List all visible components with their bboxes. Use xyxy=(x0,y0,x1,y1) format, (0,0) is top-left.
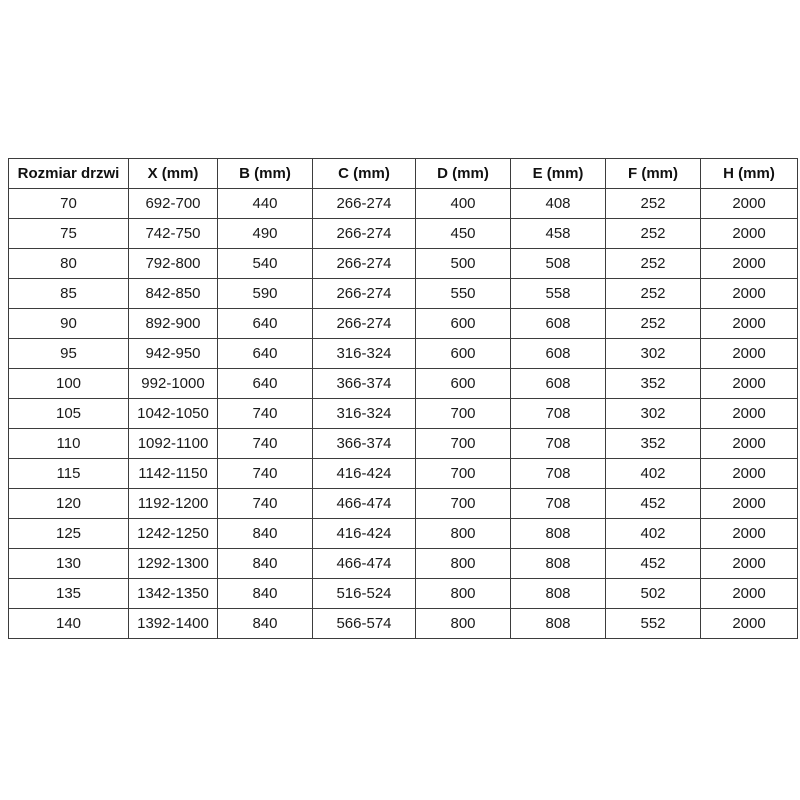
cell: 452 xyxy=(606,549,701,579)
cell: 840 xyxy=(218,519,313,549)
cell: 2000 xyxy=(701,249,798,279)
cell: 366-374 xyxy=(313,429,416,459)
cell: 2000 xyxy=(701,459,798,489)
cell: 1142-1150 xyxy=(129,459,218,489)
cell: 692-700 xyxy=(129,189,218,219)
table-row xyxy=(9,609,798,639)
cell: 100 xyxy=(9,369,129,399)
column-header: Rozmiar drzwi xyxy=(9,159,129,189)
cell: 502 xyxy=(606,579,701,609)
cell: 2000 xyxy=(701,489,798,519)
cell: 708 xyxy=(511,399,606,429)
cell: 400 xyxy=(416,189,511,219)
cell: 352 xyxy=(606,369,701,399)
cell: 500 xyxy=(416,249,511,279)
cell: 608 xyxy=(511,339,606,369)
cell: 252 xyxy=(606,309,701,339)
cell: 2000 xyxy=(701,609,798,639)
cell: 302 xyxy=(606,339,701,369)
cell: 700 xyxy=(416,399,511,429)
table-body xyxy=(9,189,798,639)
cell: 550 xyxy=(416,279,511,309)
cell: 352 xyxy=(606,429,701,459)
cell: 402 xyxy=(606,459,701,489)
cell: 800 xyxy=(416,519,511,549)
cell: 110 xyxy=(9,429,129,459)
cell: 808 xyxy=(511,519,606,549)
cell: 608 xyxy=(511,369,606,399)
cell: 840 xyxy=(218,609,313,639)
cell: 408 xyxy=(511,189,606,219)
cell: 540 xyxy=(218,249,313,279)
cell: 600 xyxy=(416,309,511,339)
cell: 708 xyxy=(511,489,606,519)
table-row xyxy=(9,429,798,459)
cell: 600 xyxy=(416,339,511,369)
cell: 490 xyxy=(218,219,313,249)
cell: 80 xyxy=(9,249,129,279)
cell: 140 xyxy=(9,609,129,639)
cell: 742-750 xyxy=(129,219,218,249)
cell: 2000 xyxy=(701,429,798,459)
cell: 2000 xyxy=(701,219,798,249)
cell: 2000 xyxy=(701,309,798,339)
cell: 1292-1300 xyxy=(129,549,218,579)
column-header: X (mm) xyxy=(129,159,218,189)
cell: 708 xyxy=(511,459,606,489)
door-size-table xyxy=(8,158,798,639)
cell: 840 xyxy=(218,579,313,609)
table-row xyxy=(9,459,798,489)
cell: 808 xyxy=(511,609,606,639)
cell: 740 xyxy=(218,399,313,429)
cell: 115 xyxy=(9,459,129,489)
cell: 416-424 xyxy=(313,459,416,489)
cell: 1042-1050 xyxy=(129,399,218,429)
cell: 366-374 xyxy=(313,369,416,399)
cell: 558 xyxy=(511,279,606,309)
cell: 95 xyxy=(9,339,129,369)
cell: 266-274 xyxy=(313,189,416,219)
cell: 800 xyxy=(416,549,511,579)
cell: 508 xyxy=(511,249,606,279)
cell: 1342-1350 xyxy=(129,579,218,609)
cell: 458 xyxy=(511,219,606,249)
table-row xyxy=(9,339,798,369)
cell: 808 xyxy=(511,579,606,609)
cell: 1092-1100 xyxy=(129,429,218,459)
cell: 302 xyxy=(606,399,701,429)
cell: 125 xyxy=(9,519,129,549)
cell: 590 xyxy=(218,279,313,309)
cell: 708 xyxy=(511,429,606,459)
cell: 840 xyxy=(218,549,313,579)
cell: 452 xyxy=(606,489,701,519)
cell: 2000 xyxy=(701,339,798,369)
cell: 252 xyxy=(606,279,701,309)
cell: 740 xyxy=(218,429,313,459)
cell: 440 xyxy=(218,189,313,219)
cell: 800 xyxy=(416,579,511,609)
cell: 75 xyxy=(9,219,129,249)
cell: 105 xyxy=(9,399,129,429)
cell: 266-274 xyxy=(313,309,416,339)
cell: 800 xyxy=(416,609,511,639)
cell: 2000 xyxy=(701,279,798,309)
table-row xyxy=(9,279,798,309)
cell: 70 xyxy=(9,189,129,219)
cell: 566-574 xyxy=(313,609,416,639)
cell: 792-800 xyxy=(129,249,218,279)
cell: 466-474 xyxy=(313,549,416,579)
cell: 252 xyxy=(606,249,701,279)
table-row xyxy=(9,189,798,219)
cell: 90 xyxy=(9,309,129,339)
cell: 2000 xyxy=(701,369,798,399)
cell: 516-524 xyxy=(313,579,416,609)
cell: 85 xyxy=(9,279,129,309)
cell: 316-324 xyxy=(313,399,416,429)
cell: 942-950 xyxy=(129,339,218,369)
cell: 600 xyxy=(416,369,511,399)
cell: 266-274 xyxy=(313,279,416,309)
column-header: E (mm) xyxy=(511,159,606,189)
column-header: H (mm) xyxy=(701,159,798,189)
cell: 2000 xyxy=(701,549,798,579)
table-row xyxy=(9,519,798,549)
cell: 266-274 xyxy=(313,249,416,279)
cell: 640 xyxy=(218,369,313,399)
cell: 640 xyxy=(218,339,313,369)
cell: 700 xyxy=(416,489,511,519)
cell: 135 xyxy=(9,579,129,609)
table-row xyxy=(9,309,798,339)
cell: 1242-1250 xyxy=(129,519,218,549)
cell: 252 xyxy=(606,219,701,249)
table-row xyxy=(9,249,798,279)
cell: 892-900 xyxy=(129,309,218,339)
table-row xyxy=(9,399,798,429)
table-row xyxy=(9,219,798,249)
cell: 466-474 xyxy=(313,489,416,519)
cell: 740 xyxy=(218,489,313,519)
cell: 2000 xyxy=(701,189,798,219)
table-header xyxy=(9,159,798,189)
table-row xyxy=(9,549,798,579)
cell: 640 xyxy=(218,309,313,339)
cell: 842-850 xyxy=(129,279,218,309)
column-header: F (mm) xyxy=(606,159,701,189)
cell: 252 xyxy=(606,189,701,219)
cell: 608 xyxy=(511,309,606,339)
table-row xyxy=(9,489,798,519)
column-header: B (mm) xyxy=(218,159,313,189)
cell: 416-424 xyxy=(313,519,416,549)
cell: 740 xyxy=(218,459,313,489)
cell: 316-324 xyxy=(313,339,416,369)
cell: 2000 xyxy=(701,519,798,549)
table-row xyxy=(9,369,798,399)
header-row xyxy=(9,159,798,189)
column-header: C (mm) xyxy=(313,159,416,189)
cell: 808 xyxy=(511,549,606,579)
cell: 1392-1400 xyxy=(129,609,218,639)
cell: 402 xyxy=(606,519,701,549)
cell: 120 xyxy=(9,489,129,519)
cell: 1192-1200 xyxy=(129,489,218,519)
cell: 2000 xyxy=(701,579,798,609)
cell: 130 xyxy=(9,549,129,579)
cell: 700 xyxy=(416,459,511,489)
cell: 992-1000 xyxy=(129,369,218,399)
cell: 2000 xyxy=(701,399,798,429)
cell: 266-274 xyxy=(313,219,416,249)
table-row xyxy=(9,579,798,609)
cell: 450 xyxy=(416,219,511,249)
cell: 552 xyxy=(606,609,701,639)
cell: 700 xyxy=(416,429,511,459)
column-header: D (mm) xyxy=(416,159,511,189)
